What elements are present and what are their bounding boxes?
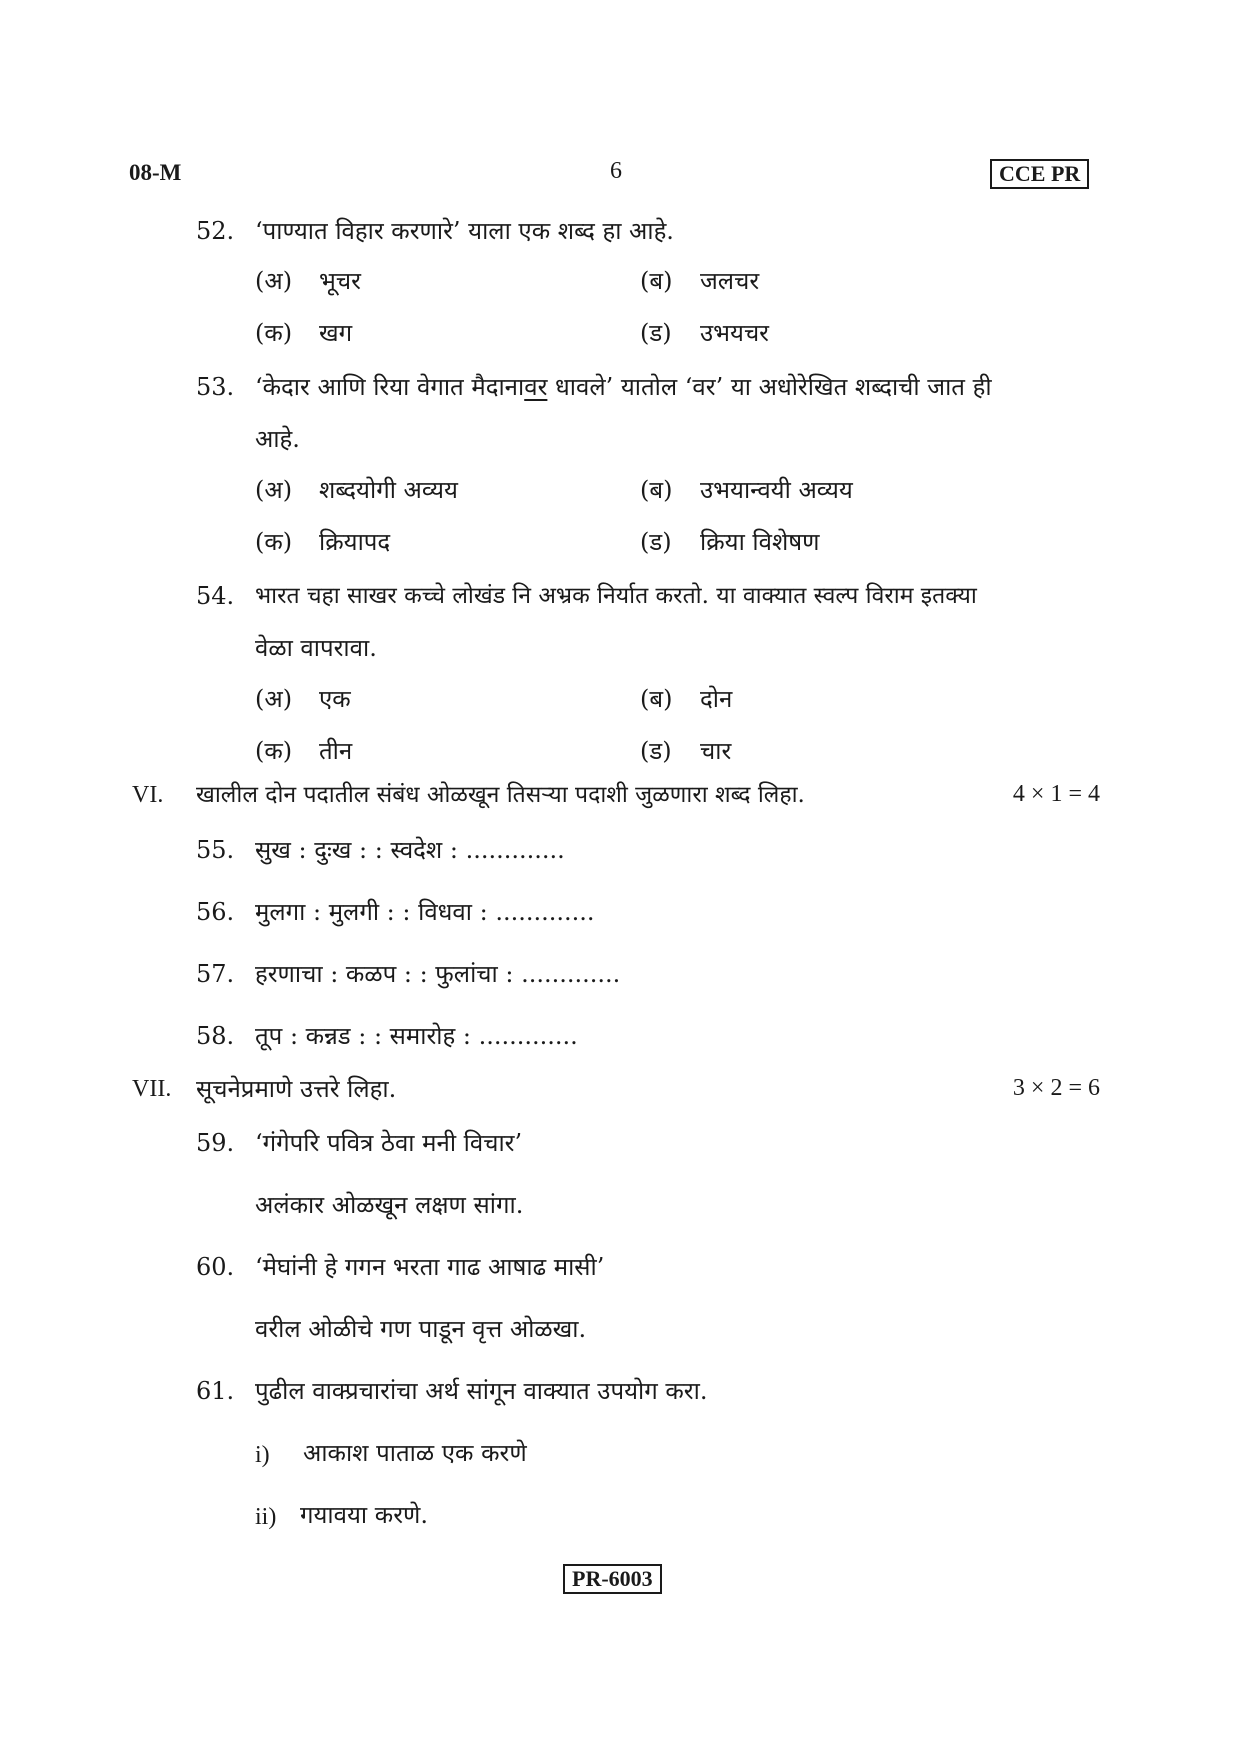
- section-marks: 3 × 2 = 6: [1012, 1075, 1100, 1101]
- analogy-item: तूप : कन्नड : : समारोह : .............: [255, 1022, 578, 1050]
- option-label: (क): [255, 737, 293, 765]
- question-number: 57.: [196, 960, 235, 988]
- question-number: 58.: [196, 1022, 235, 1050]
- question-number: 60.: [196, 1253, 235, 1281]
- option-label: (क): [255, 319, 293, 347]
- analogy-item: हरणाचा : कळप : : फुलांचा : .............: [255, 960, 621, 988]
- option-b: [640, 475, 853, 505]
- sub-item-text: गयावया करणे.: [300, 1501, 428, 1529]
- option-label: (ब): [640, 267, 673, 295]
- sub-item-number: i): [255, 1442, 270, 1468]
- sub-item-number: ii): [255, 1504, 277, 1530]
- option-b: [640, 684, 733, 714]
- option-label: (ड): [640, 319, 672, 347]
- section-number: VI.: [132, 782, 164, 808]
- option-a: [255, 684, 351, 714]
- question-number: 55.: [196, 836, 235, 864]
- question-number: 53.: [196, 373, 235, 401]
- option-c: [255, 527, 391, 557]
- section-number: VII.: [132, 1076, 172, 1102]
- option-c: [255, 318, 353, 348]
- option-d: [640, 318, 769, 348]
- option-d: [640, 527, 820, 557]
- option-label: (अ): [255, 476, 293, 504]
- question-text-line2: वेळा वापरावा.: [255, 634, 377, 662]
- option-text: भूचर: [319, 267, 361, 295]
- footer-code: PR-6003: [563, 1564, 662, 1594]
- option-label: (ब): [640, 685, 673, 713]
- option-text: दोन: [700, 685, 733, 713]
- option-a: [255, 475, 458, 505]
- option-label: (अ): [255, 267, 293, 295]
- option-d: [640, 736, 732, 766]
- question-text: ‘मेघांनी हे गगन भरता गाढ आषाढ मासी’: [255, 1253, 605, 1281]
- option-text: क्रियापद: [319, 528, 391, 556]
- option-label: (क): [255, 528, 293, 556]
- analogy-item: सुख : दुःख : : स्वदेश : .............: [255, 836, 565, 864]
- paper-code: 08-M: [129, 160, 182, 185]
- underlined-word: वर: [524, 373, 548, 401]
- option-text: एक: [319, 685, 351, 713]
- sub-item-text: आकाश पाताळ एक करणे: [303, 1439, 527, 1467]
- question-text: ‘गंगेपरि पवित्र ठेवा मनी विचार’: [255, 1129, 523, 1157]
- option-text: जलचर: [700, 267, 760, 295]
- option-text: उभयान्वयी अव्यय: [700, 476, 853, 504]
- question-instruction: वरील ओळीचे गण पाडून वृत्त ओळखा.: [255, 1315, 587, 1343]
- option-text: शब्दयोगी अव्यय: [319, 476, 458, 504]
- option-label: (ब): [640, 476, 673, 504]
- question-text: पुढील वाक्प्रचारांचा अर्थ सांगून वाक्यात उपयोग करा.: [255, 1377, 708, 1405]
- option-text: क्रिया विशेषण: [700, 528, 820, 556]
- option-label: (ड): [640, 528, 672, 556]
- exam-badge: CCE PR: [990, 159, 1089, 189]
- question-text: भारत चहा साखर कच्चे लोखंड नि अभ्रक निर्यात करतो. या वाक्यात स्वल्प विराम इतक्या: [255, 583, 977, 609]
- option-label: (अ): [255, 685, 293, 713]
- section-title: सूचनेप्रमाणे उत्तरे लिहा.: [196, 1075, 397, 1103]
- question-instruction: अलंकार ओळखून लक्षण सांगा.: [255, 1191, 524, 1219]
- question-number: 52.: [196, 217, 235, 245]
- page-number: 6: [610, 158, 622, 184]
- option-c: [255, 736, 353, 766]
- option-text: उभयचर: [700, 319, 769, 347]
- question-number: 59.: [196, 1129, 235, 1157]
- question-text: ‘केदार आणि रिया वेगात मैदानावर धावले’ यातोल ‘वर’ या अधोरेखित शब्दाची जात ही: [255, 373, 992, 401]
- option-label: (ड): [640, 737, 672, 765]
- section-title: खालील दोन पदातील संबंध ओळखून तिसऱ्या पदाशी जुळणारा शब्द लिहा.: [196, 782, 805, 808]
- option-text: खग: [319, 319, 353, 347]
- question-text: ‘पाण्यात विहार करणारे’ याला एक शब्द हा आहे.: [255, 217, 674, 245]
- section-marks: 4 × 1 = 4: [1012, 781, 1100, 807]
- option-a: [255, 266, 361, 296]
- option-b: [640, 266, 760, 296]
- question-number: 54.: [196, 582, 235, 610]
- question-text-line2: आहे.: [255, 425, 300, 453]
- question-number: 61.: [196, 1377, 235, 1405]
- option-text: चार: [700, 737, 732, 765]
- option-text: तीन: [319, 737, 353, 765]
- analogy-item: मुलगा : मुलगी : : विधवा : .............: [255, 898, 595, 926]
- question-number: 56.: [196, 898, 235, 926]
